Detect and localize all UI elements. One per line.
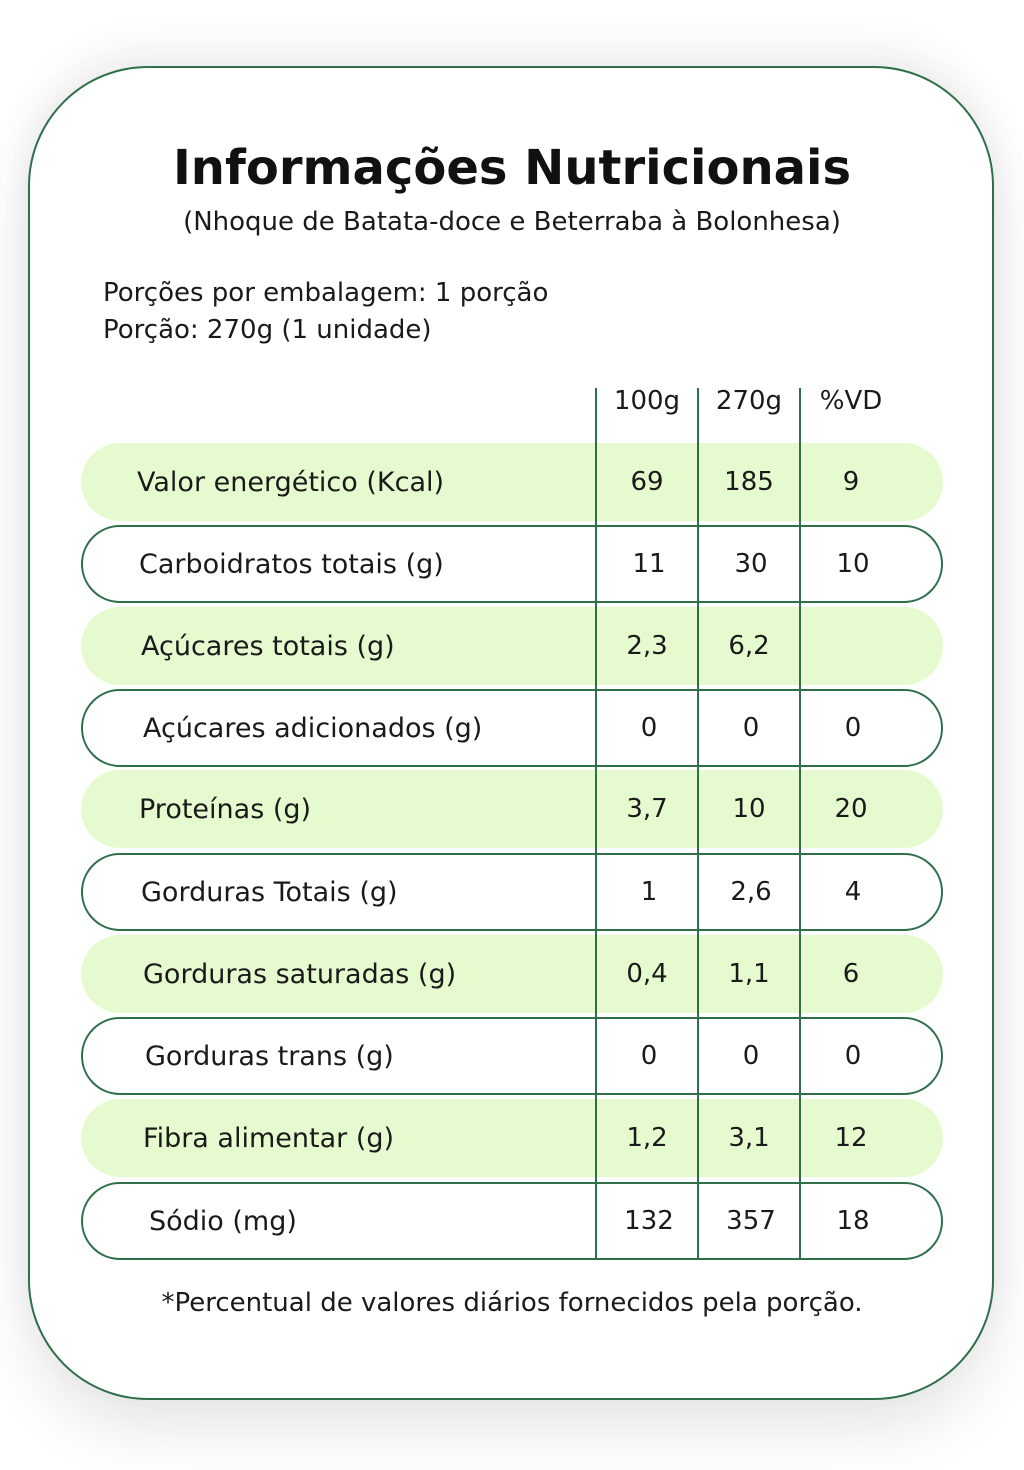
value-270g: 0 — [742, 1041, 760, 1071]
table-row — [81, 770, 943, 848]
page-title: Informações Nutricionais — [172, 140, 852, 196]
row-label: Carboidratos totais (g) — [139, 548, 444, 580]
value-270g: 6,2 — [728, 631, 770, 661]
value-270g: 10 — [732, 794, 766, 824]
value-100g: 2,3 — [626, 631, 668, 661]
value-100g: 0,4 — [626, 959, 668, 989]
table-row — [81, 607, 943, 685]
column-divider — [595, 388, 597, 1260]
value-100g: 3,7 — [626, 794, 668, 824]
table-row — [81, 525, 943, 603]
value-vd: 0 — [844, 1041, 862, 1071]
value-100g: 0 — [640, 713, 658, 743]
value-100g: 0 — [640, 1041, 658, 1071]
value-100g: 132 — [624, 1206, 674, 1236]
table-row — [81, 1182, 943, 1260]
value-vd — [800, 607, 902, 685]
row-label: Açúcares totais (g) — [141, 630, 395, 662]
value-vd: 0 — [844, 713, 862, 743]
value-vd: 18 — [836, 1206, 870, 1236]
table-row — [81, 853, 943, 931]
value-270g: 357 — [726, 1206, 776, 1236]
column-header-270g: 270g — [715, 386, 783, 416]
value-270g: 0 — [742, 713, 760, 743]
value-270g: 2,6 — [730, 877, 772, 907]
table-row — [81, 935, 943, 1013]
portion-size: Porção: 270g (1 unidade) — [103, 315, 432, 345]
value-vd: 10 — [836, 549, 870, 579]
row-label: Valor energético (Kcal) — [137, 466, 445, 498]
value-270g: 185 — [724, 467, 774, 497]
row-label: Sódio (mg) — [149, 1205, 297, 1237]
column-header-vd: %VD — [819, 386, 883, 416]
product-subtitle: (Nhoque de Batata-doce e Beterraba à Bolonhesa) — [183, 207, 841, 237]
value-100g: 69 — [630, 467, 664, 497]
value-vd: 20 — [834, 794, 868, 824]
value-vd: 4 — [844, 877, 862, 907]
column-divider — [799, 388, 801, 1260]
table-row — [81, 1099, 943, 1177]
value-270g: 1,1 — [728, 959, 770, 989]
value-vd: 6 — [842, 959, 860, 989]
value-270g: 3,1 — [728, 1123, 770, 1153]
table-row — [81, 689, 943, 767]
row-label: Açúcares adicionados (g) — [143, 712, 483, 744]
table-row — [81, 1017, 943, 1095]
column-divider — [697, 388, 699, 1260]
row-label: Gorduras saturadas (g) — [143, 958, 457, 990]
column-header-100g: 100g — [613, 386, 681, 416]
value-vd: 9 — [842, 467, 860, 497]
servings-per-package: Porções por embalagem: 1 porção — [103, 278, 549, 308]
value-vd: 12 — [834, 1123, 868, 1153]
value-100g: 1,2 — [626, 1123, 668, 1153]
value-100g: 11 — [632, 549, 666, 579]
footnote: *Percentual de valores diários fornecidos pela porção. — [161, 1288, 863, 1318]
table-row — [81, 443, 943, 521]
row-label: Proteínas (g) — [139, 793, 312, 825]
value-100g: 1 — [640, 877, 658, 907]
row-label: Gorduras trans (g) — [145, 1040, 394, 1072]
value-270g: 30 — [734, 549, 768, 579]
row-label: Gorduras Totais (g) — [141, 876, 398, 908]
row-label: Fibra alimentar (g) — [143, 1122, 395, 1154]
